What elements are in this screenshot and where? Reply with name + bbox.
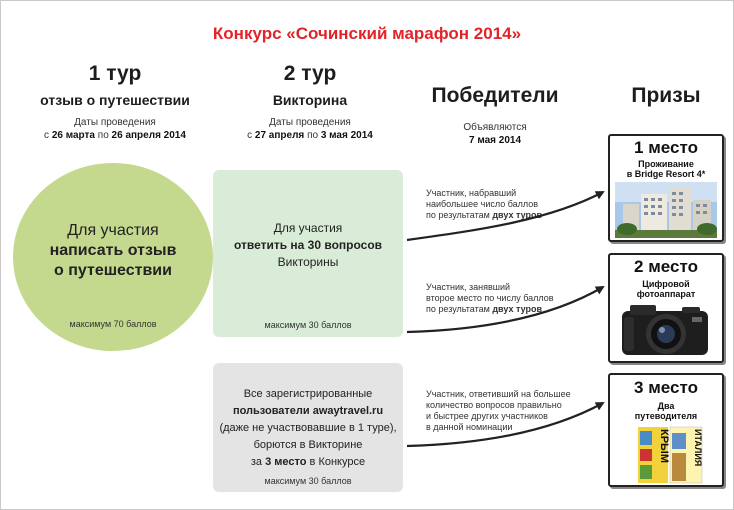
round2-dates-mid: по xyxy=(307,130,319,141)
round1-call-line3: о путешествии xyxy=(54,262,172,279)
winner3-line1: Участник, ответивший на большее xyxy=(426,389,571,399)
extra-max-points: максимум 30 баллов xyxy=(264,476,352,486)
prize1-card xyxy=(608,134,724,242)
arrow-to-prize1 xyxy=(407,192,603,240)
prize3-place: 3 место xyxy=(634,378,698,397)
prizes-heading: Призы xyxy=(631,84,701,107)
prize2-place: 2 место xyxy=(634,257,698,276)
round2-dates-label: Даты проведения xyxy=(269,117,351,128)
extra-line5-bold: 3 место xyxy=(265,456,307,468)
contest-title: Конкурс «Сочинский марафон 2014» xyxy=(212,24,522,43)
prize3-card xyxy=(608,373,724,487)
winner1-line2: наибольшее число баллов xyxy=(426,199,539,209)
winners-announce-date: 7 мая 2014 xyxy=(468,135,522,146)
round1-dates-prefix: с xyxy=(44,130,50,141)
arrow-to-prize3 xyxy=(407,403,603,446)
prize1-line2: в Bridge Resort 4* xyxy=(626,169,706,179)
hotel-photo xyxy=(615,182,717,238)
prize1-line1: Проживание xyxy=(638,159,694,169)
winner2-line3-prefix: по результатам xyxy=(426,304,490,314)
prize3-line2: путеводителя xyxy=(634,411,698,421)
prize2-card xyxy=(608,253,724,363)
prize3-line1: Два xyxy=(657,401,675,411)
winner1-line3-bold: двух туров xyxy=(492,210,543,220)
winner3-line2: количество вопросов правильно xyxy=(426,400,562,410)
extra-line5-prefix: за xyxy=(250,456,263,468)
round1-call-line1: Для участия xyxy=(67,222,159,239)
winner2-line3-bold: двух туров xyxy=(492,304,543,314)
round1-heading: 1 тур xyxy=(88,62,142,85)
winners-heading: Победители xyxy=(431,84,559,107)
round2-subheading: Викторина xyxy=(272,92,348,108)
book1-title: КРЫМ xyxy=(658,429,670,463)
round2-heading: 2 тур xyxy=(283,62,337,85)
round2-dates-to: 3 мая 2014 xyxy=(320,130,373,141)
extra-line1: Все зарегистрированные xyxy=(243,388,373,400)
round1-dates-from: 26 марта xyxy=(51,130,95,141)
round2-call-line2: ответить на 30 вопросов xyxy=(233,238,383,252)
round1-subheading: отзыв о путешествии xyxy=(40,92,190,108)
winner2-line1: Участник, занявший xyxy=(426,282,511,292)
round2-max-points: максимум 30 баллов xyxy=(264,320,352,330)
winner3-line4: в данной номинации xyxy=(426,422,513,432)
round2-call-line1: Для участия xyxy=(273,221,343,235)
round1-call-line2: написать отзыв xyxy=(49,242,177,259)
round1-dates-label: Даты проведения xyxy=(74,117,156,128)
prize2-line2: фотоаппарат xyxy=(636,289,696,299)
winner1-line3-prefix: по результатам xyxy=(426,210,490,220)
guidebooks-icon xyxy=(636,425,704,485)
arrow-to-prize2 xyxy=(407,287,603,332)
winner3-line3: и быстрее других участников xyxy=(426,411,548,421)
winners-announce-label: Объявляются xyxy=(463,122,527,133)
extra-line4: борются в Викторине xyxy=(253,439,363,451)
book2-title: ИТАЛИЯ xyxy=(693,429,703,467)
round2-call-line3: Викторины xyxy=(277,255,339,269)
winner2-line2: второе место по числу баллов xyxy=(426,293,554,303)
extra-line5-suffix: в Конкурсе xyxy=(309,456,366,468)
winner1-line1: Участник, набравший xyxy=(426,188,517,198)
camera-icon xyxy=(620,301,714,359)
round1-max-points: максимум 70 баллов xyxy=(69,319,157,329)
round1-dates-to: 26 апреля 2014 xyxy=(111,130,186,141)
extra-line2: пользователи awaytravel.ru xyxy=(232,405,384,417)
extra-line3: (даже не участвовавшие в 1 туре), xyxy=(219,422,397,434)
prize1-place: 1 место xyxy=(634,138,698,157)
round2-dates-prefix: с xyxy=(247,130,253,141)
prize2-line1: Цифровой xyxy=(642,279,690,289)
round1-dates-mid: по xyxy=(97,130,109,141)
round2-dates-from: 27 апреля xyxy=(254,130,305,141)
